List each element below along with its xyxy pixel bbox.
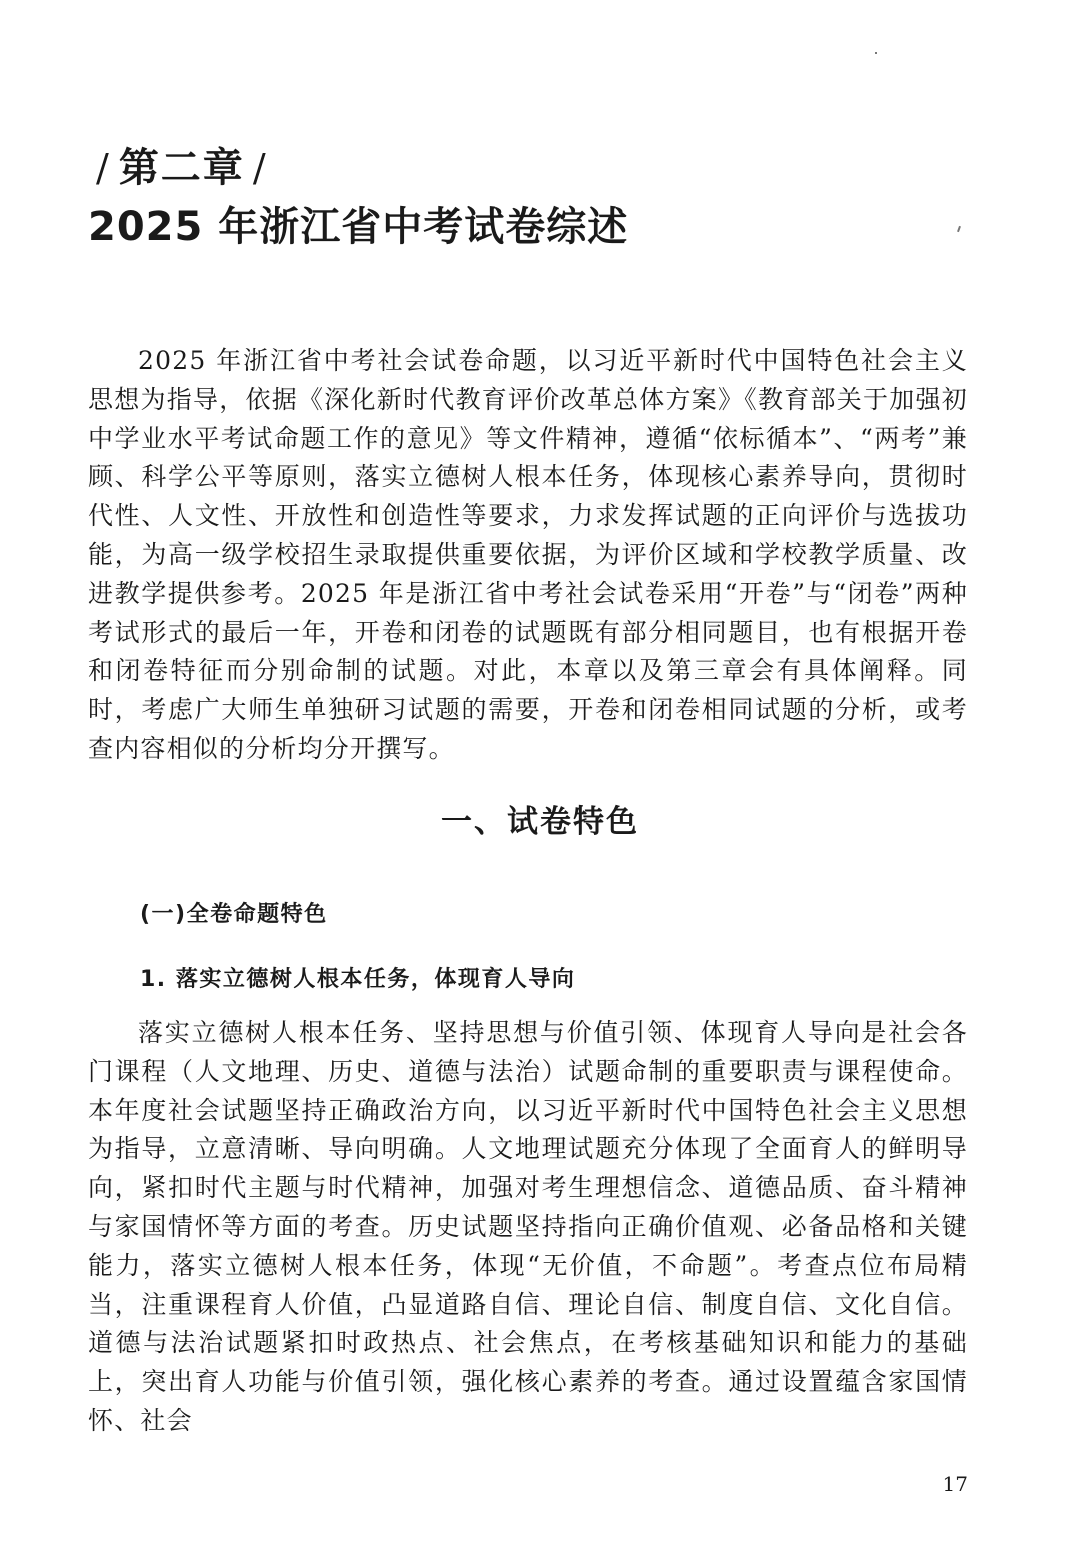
slash-right: / [252, 146, 268, 190]
chapter-number: 第二章 [118, 145, 245, 191]
scan-speck [957, 226, 961, 232]
chapter-title: 2025 年浙江省中考试卷综述 [88, 204, 629, 250]
body-paragraph: 落实立德树人根本任务、坚持思想与价值引领、体现育人导向是社会各门课程（人文地理、历史、道德与法治）试题命制的重要职责与课程使命。本年度社会试题坚持正确政治方向，以习近平新时代中国特色社会主义思想为指导，立意清晰、导向明确。人文地理试题充分体现了全面育人的鲜明导向，紧扣时代主题与时代精神，加强对考生理想信念、道德品质、奋斗精神与家国情怀等方面的考查。历史试题坚持指向正确价值观、必备品格和关键能力，落实立德树人根本任务，体现“无价值，不命题”。考查点位布局精当，注重课程育人价值，凸显道路自信、理论自信、制度自信、文化自信。道德与法治试题紧扣时政热点、社会焦点，在考核基础知识和能力的基础上，突出育人功能与价值引领，强化核心素养的考查。通过设置蕴含家国情怀、社会 [88, 1018, 968, 1435]
scan-speck [875, 52, 877, 54]
page-number: 17 [942, 1472, 968, 1496]
slash-left: / [96, 146, 111, 190]
subsection-heading: (一)全卷命题特色 [140, 902, 328, 927]
item-heading: 1. 落实立德树人根本任务，体现育人导向 [140, 967, 576, 992]
section-heading: 一、试卷特色 [441, 804, 639, 840]
chapter-label [88, 142, 276, 194]
intro-paragraph: 2025 年浙江省中考社会试卷命题，以习近平新时代中国特色社会主义思想为指导，依据《深化新时代教育评价改革总体方案》《教育部关于加强初中学业水平考试命题工作的意见》等文件精神，遵循“依标循本”、“两考”兼顾、科学公平等原则，落实立德树人根本任务，体现核心素养导向，贯彻时代性、人文性、开放性和创造性等要求，力求发挥试题的正向评价与选拔功能，为高一级学校招生录取提供重要依据，为评价区域和学校教学质量、改进教学提供参考。2025 年是浙江省中考社会试卷采用“开卷”与“闭卷”两种考试形式的最后一年，开卷和闭卷的试题既有部分相同题目，也有根据开卷和闭卷特征而分别命制的试题。对此，本章以及第三章会有具体阐释。同时，考虑广大师生单独研习试题的需要，开卷和闭卷相同试题的分析，或考查内容相似的分析均分开撰写。 [88, 346, 968, 763]
